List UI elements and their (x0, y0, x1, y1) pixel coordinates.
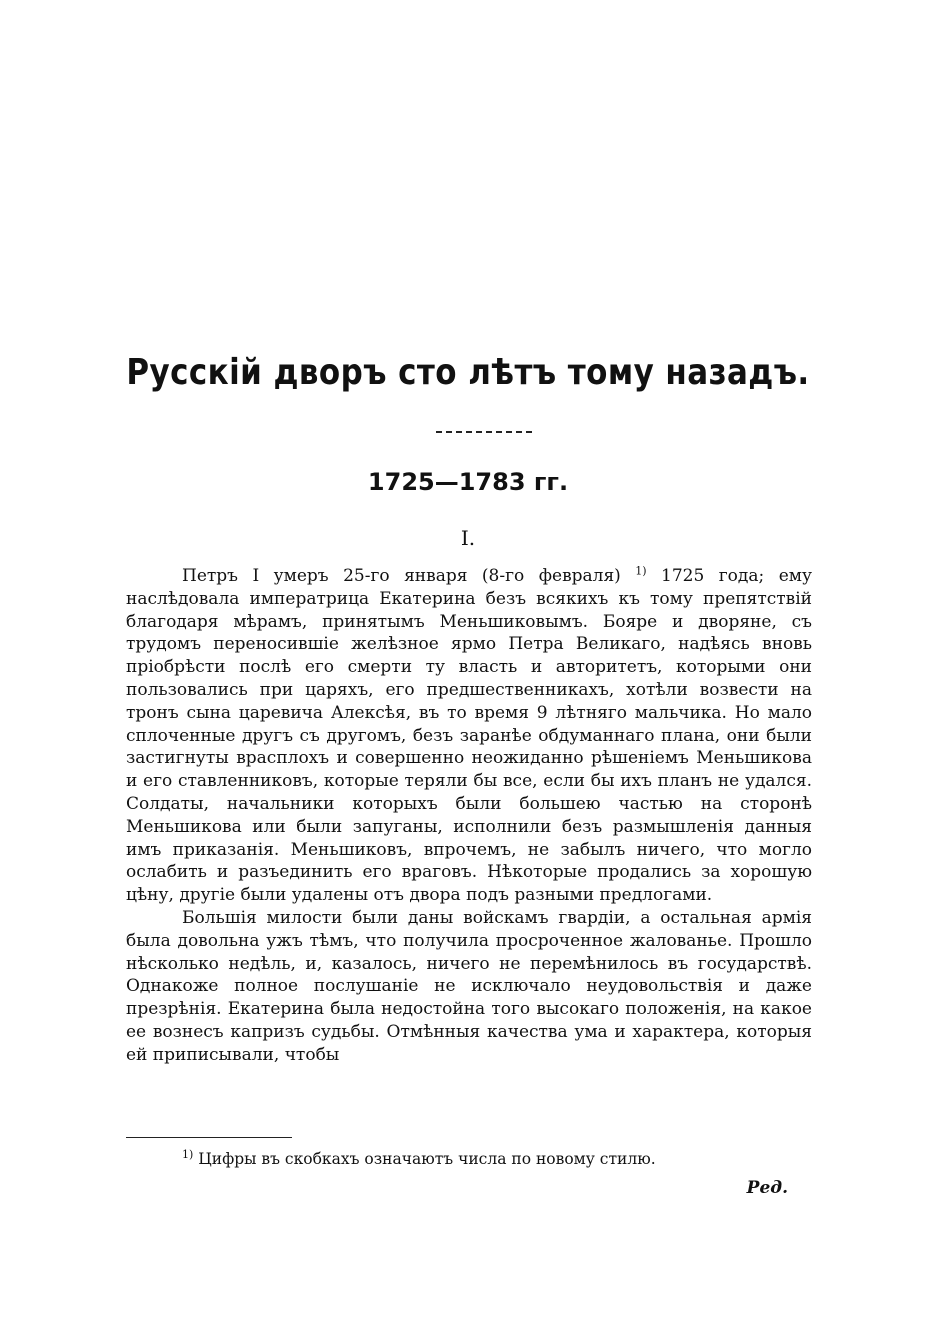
paragraph (126, 565, 812, 907)
paragraph: Большія милости были даны войскамъ гвардіи, а остальная армія была довольна ужъ тѣмъ, что получила просроченное жалованье. Прошло нѣсколько недѣль, и, казалось, ничего не перемѣнилось въ государствѣ. Однакоже полное послушаніе не исключало неудовольствія и даже презрѣнія. Екатерина была недостойна того высокаго положенія, на какое ее вознесъ капризъ судьбы. Отмѣнныя качества ума и характера, которыя ей приписывали, чтобы (126, 907, 812, 1065)
footnote-reference[interactable]: 1) (635, 564, 647, 578)
years-subtitle: 1725—1783 гг. (367, 468, 569, 496)
footnote (126, 1147, 812, 1168)
body-text (126, 565, 812, 1067)
paragraph-text: Петръ I умеръ 25-го января (8-го февраля) (182, 566, 636, 586)
article-title: Русскій дворъ сто лѣтъ тому назадъ. (126, 352, 810, 393)
chapter-number: I. (460, 526, 476, 550)
footnote-text: Цифры въ скобкахъ означаютъ числа по новому стилю. (193, 1150, 656, 1168)
footnote-divider (126, 1137, 292, 1138)
title-divider (436, 431, 532, 433)
footnote-mark: 1) (182, 1147, 194, 1161)
editor-signature: Ред. (746, 1178, 788, 1198)
paragraph-text: 1725 года; ему наслѣдовала императрица Екатерина безъ всякихъ къ тому препятствій благодаря мѣрамъ, принятымъ Меньшиковымъ. Бояре и дворяне, съ трудомъ переносившіе желѣзное ярмо Петра Великаго, надѣясь вновь пріобрѣсти послѣ его смерти ту власть и авторитетъ, которыми они пользовались при царяхъ, его предшественникахъ, хотѣли возвести на тронъ сына царевича Алексѣя, въ то время 9 лѣтняго мальчика. Но мало сплоченные другъ съ другомъ, безъ заранѣе обдуманнаго плана, они были застигнуты врасплохъ и совершенно неожиданно рѣшеніемъ Меньшикова и его ставленниковъ, которые теряли бы все, если бы ихъ планъ не удался. Солдаты, начальники которыхъ были большею частью на сторонѣ Меньшикова или были запуганы, исполнили безъ размышленія данныя имъ приказанія. Меньшиковъ, впрочемъ, не забылъ ничего, что могло ослабить и разъединить его враговъ. Нѣкоторые продались за хорошую цѣну, другіе были удалены отъ двора подъ разными предлогами. (126, 566, 812, 906)
